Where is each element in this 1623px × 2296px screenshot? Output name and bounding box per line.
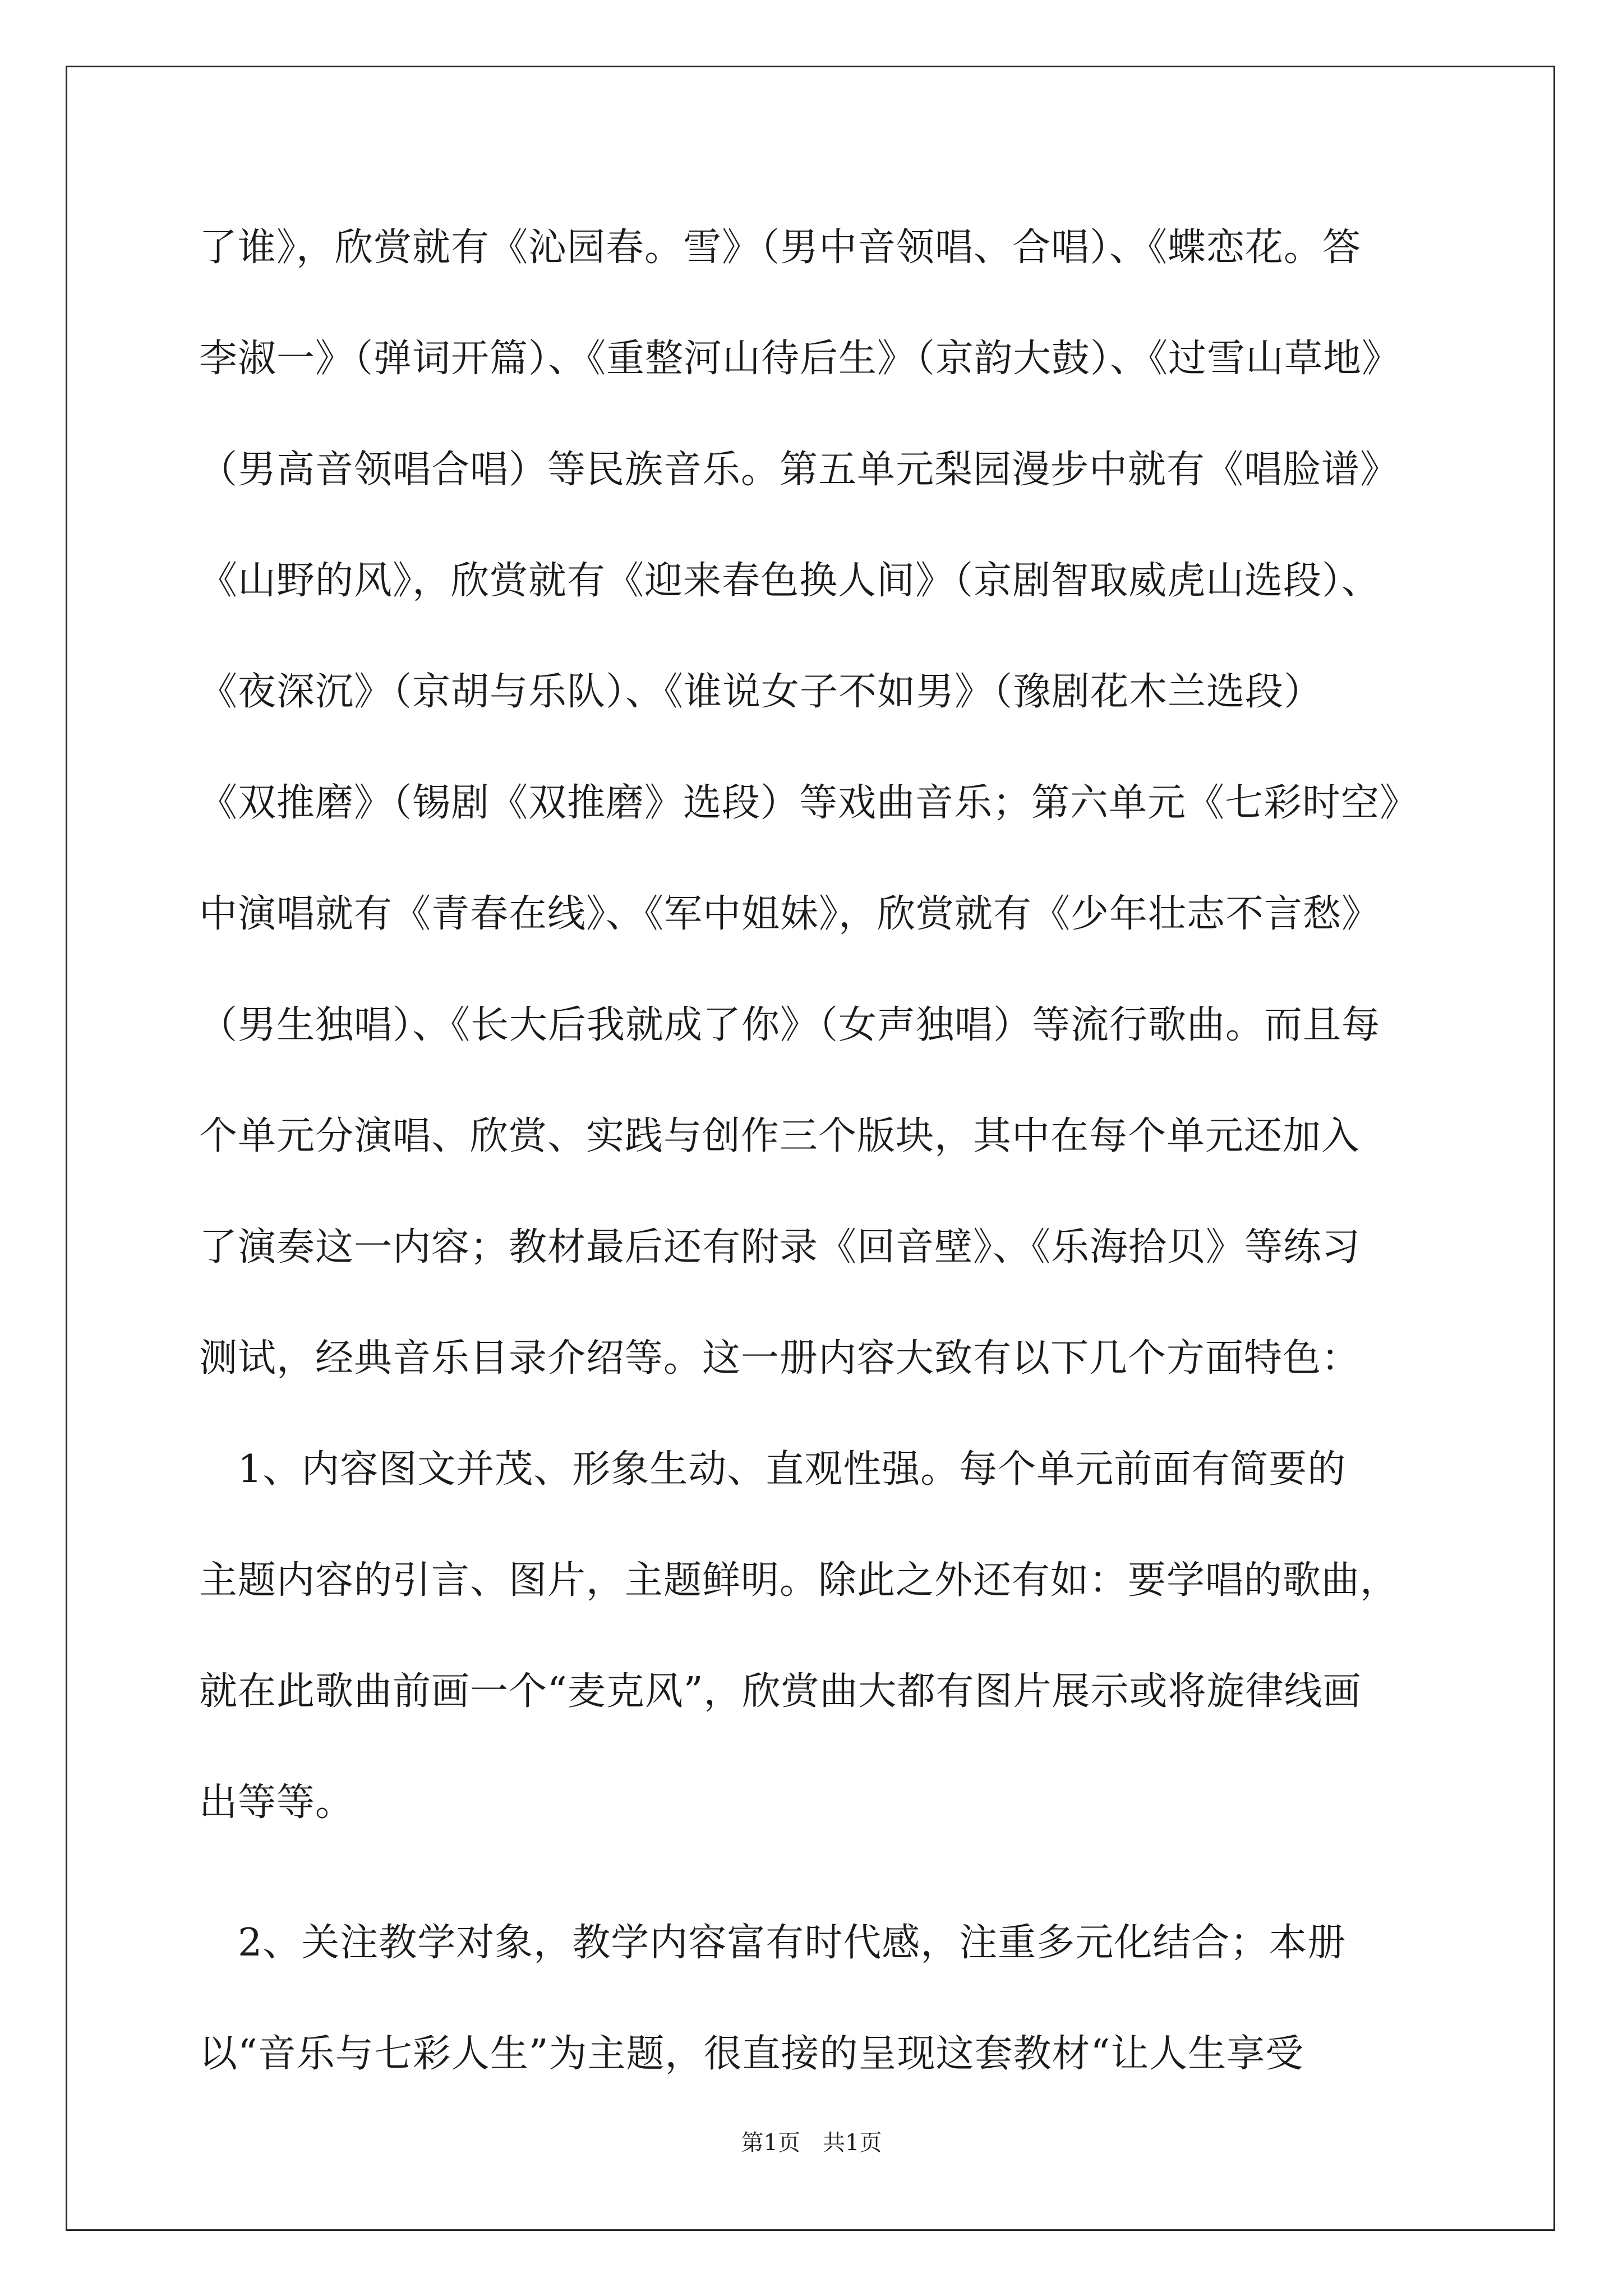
text-line: 测试，经典音乐目录介绍等。这一册内容大致有以下几个方面特色： [199,1336,1361,1381]
text-line: 了演奏这一内容；教材最后还有附录《回音壁》、《乐海拾贝》等练习 [199,1225,1361,1269]
paragraph [199,1429,1433,1874]
page-total: 共1页 [823,2130,882,2156]
page-number: 第1页 [741,2130,800,2156]
document-body [199,208,1433,2125]
text-line: 主题内容的引言、图片，主题鲜明。除此之外还有如：要学唱的歌曲， [199,1558,1399,1603]
page-footer [0,2126,1623,2160]
text-line: 出等等。 [199,1780,354,1825]
text-line: 《双推磨》（锡剧《双推磨》选段）等戏曲音乐；第六单元《七彩时空》 [199,781,1419,825]
text-line: （男生独唱）、《长大后我就成了你》（女声独唱）等流行歌曲。而且每 [199,1003,1381,1047]
paragraph-spacer [199,1874,1433,1903]
text-line: 1、内容图文并茂、形象生动、直观性强。每个单元前面有简要的 [199,1447,1347,1492]
text-line: 2、关注教学对象，教学内容富有时代感，注重多元化结合；本册 [199,1921,1347,1965]
text-line: 中演唱就有《青春在线》、《军中姐妹》，欣赏就有《少年壮志不言愁》 [199,892,1381,936]
text-line: （男高音领唱合唱）等民族音乐。第五单元梨园漫步中就有《唱脸谱》 [199,448,1399,492]
paragraph [199,208,1433,1429]
text-line: 就在此歌曲前画一个“麦克风”，欣赏曲大都有图片展示或将旋律线画 [199,1669,1362,1714]
text-line: 以“音乐与七彩人生”为主题，很直接的呈现这套教材“让人生享受 [199,2032,1304,2076]
paragraph [199,1903,1433,2125]
text-line: 《夜深沉》（京胡与乐队）、《谁说女子不如男》（豫剧花木兰选段） [199,670,1323,714]
text-line: 《山野的风》，欣赏就有《迎来春色换人间》（京剧智取威虎山选段）、 [199,559,1381,603]
text-line: 个单元分演唱、欣赏、实践与创作三个版块，其中在每个单元还加入 [199,1114,1361,1158]
text-line: 李淑一》（弹词开篇）、《重整河山待后生》（京韵大鼓）、《过雪山草地》 [199,337,1401,381]
text-line: 了谁》，欣赏就有《沁园春。雪》（男中音领唱、合唱）、《蝶恋花。答 [199,226,1362,270]
